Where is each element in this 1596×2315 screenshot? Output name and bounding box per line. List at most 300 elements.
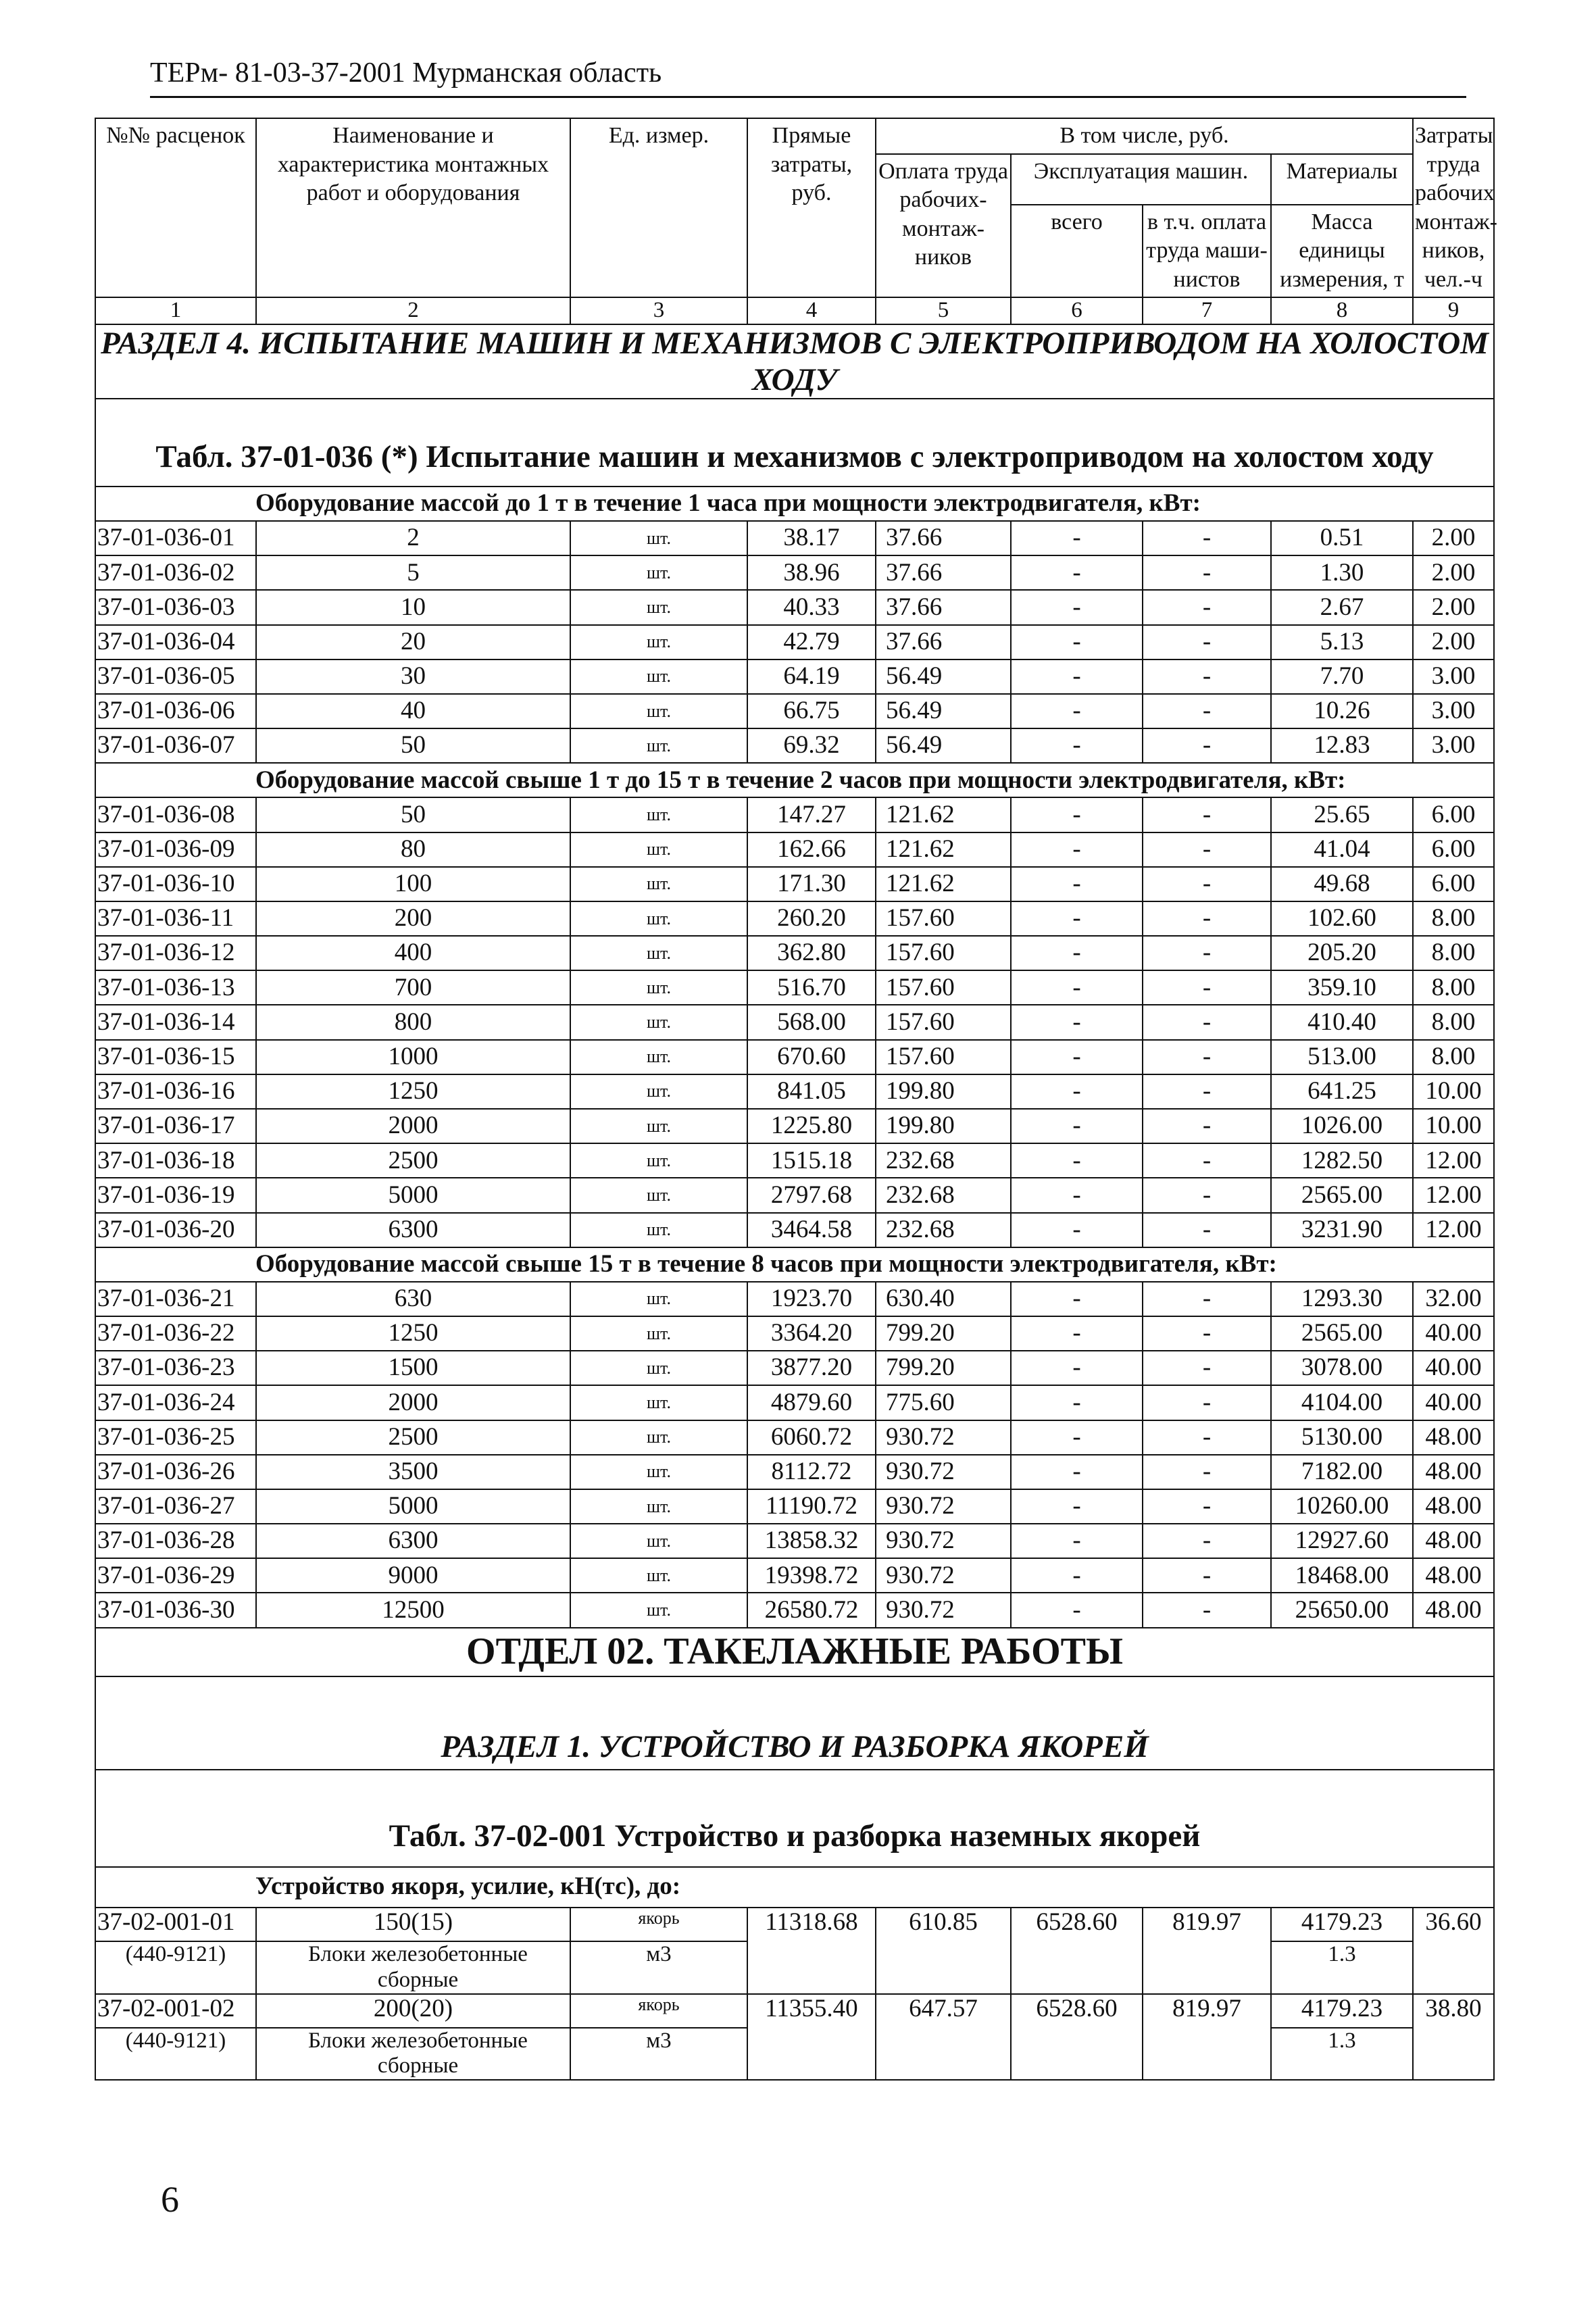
col-mach-total-header: всего xyxy=(1011,205,1143,298)
rate-direct: 69.32 xyxy=(747,728,876,763)
rate-materials: 18468.00 xyxy=(1271,1558,1413,1593)
rate-direct: 19398.72 xyxy=(747,1558,876,1593)
col-labor-header: Оплата труда рабочих-монтаж-ников xyxy=(876,154,1011,298)
rate-code: 37-02-001-01 xyxy=(95,1908,256,1941)
rate-machines: - xyxy=(1011,936,1143,970)
col-mach-labor-header: в т.ч. оплата труда маши-нистов xyxy=(1143,205,1271,298)
rate-machines-labor: - xyxy=(1143,1143,1271,1178)
table-row xyxy=(95,867,1494,901)
rate-machines-labor: - xyxy=(1143,1351,1271,1385)
rate-labor: 930.72 xyxy=(876,1524,1011,1558)
table-row xyxy=(95,659,1494,694)
col-number: 6 xyxy=(1011,297,1143,324)
rate-labor: 56.49 xyxy=(876,694,1011,728)
rate-machines: - xyxy=(1011,1385,1143,1420)
document-title: ТЕРм- 81-03-37-2001 Мурманская область xyxy=(150,57,662,89)
rate-materials: 102.60 xyxy=(1271,901,1413,936)
rate-direct: 162.66 xyxy=(747,832,876,867)
col-number: 5 xyxy=(876,297,1011,324)
rate-param: 6300 xyxy=(256,1213,570,1247)
rate-labor: 157.60 xyxy=(876,901,1011,936)
rate-unit: шт. xyxy=(570,1213,747,1247)
rate-direct: 3877.20 xyxy=(747,1351,876,1385)
rate-param: 2000 xyxy=(256,1109,570,1143)
table-row xyxy=(95,521,1494,555)
rate-machines: - xyxy=(1011,1489,1143,1524)
rate-unit: шт. xyxy=(570,1558,747,1593)
table-row xyxy=(95,901,1494,936)
rate-direct: 3364.20 xyxy=(747,1316,876,1351)
rate-materials: 513.00 xyxy=(1271,1040,1413,1074)
rate-direct: 1923.70 xyxy=(747,1282,876,1316)
rate-code: 37-01-036-16 xyxy=(95,1074,256,1109)
rate-labor: 799.20 xyxy=(876,1316,1011,1351)
rate-labor: 630.40 xyxy=(876,1282,1011,1316)
col-number: 3 xyxy=(570,297,747,324)
rate-machines-labor: - xyxy=(1143,694,1271,728)
group-heading: Устройство якоря, усилие, кН(тс), до: xyxy=(95,1867,1494,1908)
table-row xyxy=(95,728,1494,763)
rate-code: 37-01-036-05 xyxy=(95,659,256,694)
rate-machines-labor: - xyxy=(1143,1524,1271,1558)
rate-materials: 12.83 xyxy=(1271,728,1413,763)
rate-direct: 38.17 xyxy=(747,521,876,555)
rate-machines: - xyxy=(1011,590,1143,624)
rate-param: 6300 xyxy=(256,1524,570,1558)
rate-materials: 1282.50 xyxy=(1271,1143,1413,1178)
col-name-header: Наименование и характеристика монтажных работ и оборудования xyxy=(256,118,570,297)
rate-materials: 1.30 xyxy=(1271,555,1413,590)
col-number: 1 xyxy=(95,297,256,324)
rate-param: 5000 xyxy=(256,1178,570,1212)
rate-machines: - xyxy=(1011,694,1143,728)
rate-hours: 6.00 xyxy=(1413,867,1494,901)
rate-code: 37-01-036-11 xyxy=(95,901,256,936)
rate-machines: - xyxy=(1011,1593,1143,1627)
rate-hours: 8.00 xyxy=(1413,936,1494,970)
group-heading-row xyxy=(95,1247,1494,1282)
rate-labor: 37.66 xyxy=(876,521,1011,555)
page-number: 6 xyxy=(161,2179,179,2220)
rate-materials: 1293.30 xyxy=(1271,1282,1413,1316)
resource-name: Блоки железобетонные сборные xyxy=(256,2028,570,2081)
division-title: ОТДЕЛ 02. ТАКЕЛАЖНЫЕ РАБОТЫ xyxy=(95,1628,1494,1676)
rate-machines-labor: - xyxy=(1143,1558,1271,1593)
rate-direct: 64.19 xyxy=(747,659,876,694)
rate-machines: - xyxy=(1011,1005,1143,1039)
rate-unit: шт. xyxy=(570,901,747,936)
rate-labor: 37.66 xyxy=(876,590,1011,624)
rate-code: 37-01-036-09 xyxy=(95,832,256,867)
rate-hours: 48.00 xyxy=(1413,1489,1494,1524)
group-heading: Оборудование массой свыше 1 т до 15 т в течение 2 часов при мощности электродвигателя, кВт: xyxy=(95,763,1494,797)
rate-hours: 48.00 xyxy=(1413,1420,1494,1455)
rate-materials: 2565.00 xyxy=(1271,1316,1413,1351)
rate-machines: - xyxy=(1011,1109,1143,1143)
col-code-header: №№ расценок xyxy=(95,118,256,297)
rate-materials: 3078.00 xyxy=(1271,1351,1413,1385)
rate-param: 30 xyxy=(256,659,570,694)
rate-param: 2000 xyxy=(256,1385,570,1420)
rate-machines: - xyxy=(1011,1074,1143,1109)
rate-direct: 670.60 xyxy=(747,1040,876,1074)
rate-materials: 4179.23 xyxy=(1271,1908,1413,1941)
rate-param: 200(20) xyxy=(256,1994,570,2028)
rate-hours: 2.00 xyxy=(1413,590,1494,624)
rate-param: 1000 xyxy=(256,1040,570,1074)
rate-param: 150(15) xyxy=(256,1908,570,1941)
rate-machines-labor: - xyxy=(1143,1282,1271,1316)
col-unit-header: Ед. измер. xyxy=(570,118,747,297)
rate-machines: 6528.60 xyxy=(1011,1994,1143,2081)
rate-direct: 6060.72 xyxy=(747,1420,876,1455)
rate-machines: - xyxy=(1011,970,1143,1005)
rate-unit: шт. xyxy=(570,1489,747,1524)
rate-machines: - xyxy=(1011,1282,1143,1316)
rate-direct: 568.00 xyxy=(747,1005,876,1039)
table-row xyxy=(95,970,1494,1005)
rate-machines: - xyxy=(1011,901,1143,936)
rate-machines: - xyxy=(1011,1455,1143,1489)
rate-labor: 199.80 xyxy=(876,1109,1011,1143)
rate-hours: 8.00 xyxy=(1413,1005,1494,1039)
rate-labor: 930.72 xyxy=(876,1558,1011,1593)
rate-machines-labor: - xyxy=(1143,867,1271,901)
rate-machines-labor: 819.97 xyxy=(1143,1994,1271,2081)
rate-machines-labor: - xyxy=(1143,797,1271,832)
rate-direct: 40.33 xyxy=(747,590,876,624)
rate-machines: - xyxy=(1011,1558,1143,1593)
rate-direct: 516.70 xyxy=(747,970,876,1005)
rate-param: 2500 xyxy=(256,1420,570,1455)
rate-labor: 930.72 xyxy=(876,1593,1011,1627)
rate-materials: 1026.00 xyxy=(1271,1109,1413,1143)
table-row xyxy=(95,1005,1494,1039)
group-heading-row xyxy=(95,763,1494,797)
rate-hours: 48.00 xyxy=(1413,1524,1494,1558)
rate-direct: 13858.32 xyxy=(747,1524,876,1558)
rate-direct: 11318.68 xyxy=(747,1908,876,1994)
table-row xyxy=(95,1593,1494,1627)
rate-materials: 4104.00 xyxy=(1271,1385,1413,1420)
rate-machines-labor: - xyxy=(1143,1593,1271,1627)
rate-code: 37-01-036-22 xyxy=(95,1316,256,1351)
rate-code: 37-01-036-27 xyxy=(95,1489,256,1524)
rate-hours: 6.00 xyxy=(1413,797,1494,832)
rate-direct: 2797.68 xyxy=(747,1178,876,1212)
rate-unit: шт. xyxy=(570,797,747,832)
rate-param: 1250 xyxy=(256,1074,570,1109)
rate-hours: 40.00 xyxy=(1413,1385,1494,1420)
rate-machines-labor: - xyxy=(1143,936,1271,970)
rate-materials: 25.65 xyxy=(1271,797,1413,832)
rate-labor: 647.57 xyxy=(876,1994,1011,2081)
col-direct-header: Прямые затраты, руб. xyxy=(747,118,876,297)
rate-labor: 930.72 xyxy=(876,1455,1011,1489)
rate-direct: 1515.18 xyxy=(747,1143,876,1178)
rate-materials: 41.04 xyxy=(1271,832,1413,867)
rate-materials: 5130.00 xyxy=(1271,1420,1413,1455)
rate-direct: 3464.58 xyxy=(747,1213,876,1247)
rate-labor: 56.49 xyxy=(876,659,1011,694)
rate-param: 700 xyxy=(256,970,570,1005)
table-title: Табл. 37-01-036 (*) Испытание машин и механизмов с электроприводом на холостом ходу xyxy=(95,399,1494,487)
resource-code: (440-9121) xyxy=(95,1941,256,1994)
rate-materials: 7.70 xyxy=(1271,659,1413,694)
table-row xyxy=(95,1282,1494,1316)
rate-direct: 8112.72 xyxy=(747,1455,876,1489)
rate-code: 37-01-036-29 xyxy=(95,1558,256,1593)
rate-unit: шт. xyxy=(570,659,747,694)
rate-labor: 37.66 xyxy=(876,625,1011,659)
col-number: 8 xyxy=(1271,297,1413,324)
table-row xyxy=(95,590,1494,624)
resource-qty: 1.3 xyxy=(1271,2028,1413,2081)
rate-machines: 6528.60 xyxy=(1011,1908,1143,1994)
rate-param: 1500 xyxy=(256,1351,570,1385)
rate-unit: шт. xyxy=(570,1143,747,1178)
rate-direct: 4879.60 xyxy=(747,1385,876,1420)
rate-hours: 48.00 xyxy=(1413,1593,1494,1627)
rate-param: 50 xyxy=(256,797,570,832)
rate-direct: 11190.72 xyxy=(747,1489,876,1524)
rate-param: 3500 xyxy=(256,1455,570,1489)
rate-unit: шт. xyxy=(570,1178,747,1212)
table-row xyxy=(95,1316,1494,1351)
rate-code: 37-01-036-06 xyxy=(95,694,256,728)
table-row xyxy=(95,1178,1494,1212)
rate-param: 400 xyxy=(256,936,570,970)
rate-machines-labor: - xyxy=(1143,1074,1271,1109)
rate-machines: - xyxy=(1011,1040,1143,1074)
rate-hours: 38.80 xyxy=(1413,1994,1494,2081)
rate-direct: 362.80 xyxy=(747,936,876,970)
table-row xyxy=(95,1489,1494,1524)
rate-machines-labor: - xyxy=(1143,555,1271,590)
rate-param: 630 xyxy=(256,1282,570,1316)
col-number: 9 xyxy=(1413,297,1494,324)
group-heading-row xyxy=(95,1867,1494,1908)
rate-hours: 3.00 xyxy=(1413,728,1494,763)
table-row xyxy=(95,1143,1494,1178)
rate-unit: шт. xyxy=(570,1316,747,1351)
rate-code: 37-01-036-17 xyxy=(95,1109,256,1143)
rate-labor: 775.60 xyxy=(876,1385,1011,1420)
rate-labor: 121.62 xyxy=(876,832,1011,867)
rate-machines: - xyxy=(1011,1143,1143,1178)
rate-machines-labor: - xyxy=(1143,1213,1271,1247)
rate-labor: 37.66 xyxy=(876,555,1011,590)
rate-param: 50 xyxy=(256,728,570,763)
rate-machines-labor: - xyxy=(1143,1385,1271,1420)
rate-machines: - xyxy=(1011,521,1143,555)
rate-unit: шт. xyxy=(570,1005,747,1039)
rate-code: 37-01-036-14 xyxy=(95,1005,256,1039)
rate-param: 10 xyxy=(256,590,570,624)
rate-unit: шт. xyxy=(570,1040,747,1074)
rate-code: 37-01-036-12 xyxy=(95,936,256,970)
table-row xyxy=(95,625,1494,659)
rate-materials: 3231.90 xyxy=(1271,1213,1413,1247)
rate-unit: шт. xyxy=(570,1109,747,1143)
group-heading: Оборудование массой до 1 т в течение 1 часа при мощности электродвигателя, кВт: xyxy=(95,487,1494,521)
rate-hours: 2.00 xyxy=(1413,521,1494,555)
rate-unit: шт. xyxy=(570,1351,747,1385)
rate-materials: 641.25 xyxy=(1271,1074,1413,1109)
title-underline xyxy=(150,96,1466,98)
rate-machines: - xyxy=(1011,1213,1143,1247)
col-group-header: В том числе, руб. xyxy=(876,118,1413,154)
rate-hours: 48.00 xyxy=(1413,1558,1494,1593)
rate-materials: 205.20 xyxy=(1271,936,1413,970)
rate-direct: 66.75 xyxy=(747,694,876,728)
rate-code: 37-01-036-15 xyxy=(95,1040,256,1074)
table-row xyxy=(95,1558,1494,1593)
rate-labor: 157.60 xyxy=(876,1005,1011,1039)
rate-direct: 38.96 xyxy=(747,555,876,590)
rate-unit: якорь xyxy=(570,1908,747,1941)
rate-materials: 25650.00 xyxy=(1271,1593,1413,1627)
rate-unit: шт. xyxy=(570,521,747,555)
rate-labor: 610.85 xyxy=(876,1908,1011,1994)
section-title: РАЗДЕЛ 1. УСТРОЙСТВО И РАЗБОРКА ЯКОРЕЙ xyxy=(95,1676,1494,1770)
rate-labor: 232.68 xyxy=(876,1213,1011,1247)
rate-machines: - xyxy=(1011,625,1143,659)
rate-param: 80 xyxy=(256,832,570,867)
rate-param: 2 xyxy=(256,521,570,555)
rate-machines-labor: - xyxy=(1143,1489,1271,1524)
rate-hours: 2.00 xyxy=(1413,555,1494,590)
rate-materials: 12927.60 xyxy=(1271,1524,1413,1558)
rate-param: 5000 xyxy=(256,1489,570,1524)
rate-machines-labor: - xyxy=(1143,659,1271,694)
rate-unit: шт. xyxy=(570,1282,747,1316)
rate-machines: - xyxy=(1011,797,1143,832)
rate-materials: 2565.00 xyxy=(1271,1178,1413,1212)
rate-code: 37-02-001-02 xyxy=(95,1994,256,2028)
rate-labor: 930.72 xyxy=(876,1489,1011,1524)
rate-hours: 12.00 xyxy=(1413,1213,1494,1247)
rate-labor: 121.62 xyxy=(876,867,1011,901)
rate-materials: 359.10 xyxy=(1271,970,1413,1005)
rate-unit: шт. xyxy=(570,1524,747,1558)
rate-direct: 26580.72 xyxy=(747,1593,876,1627)
resource-code: (440-9121) xyxy=(95,2028,256,2081)
rate-machines-labor: - xyxy=(1143,832,1271,867)
rate-hours: 12.00 xyxy=(1413,1178,1494,1212)
rate-unit: шт. xyxy=(570,1593,747,1627)
rate-direct: 171.30 xyxy=(747,867,876,901)
rate-code: 37-01-036-08 xyxy=(95,797,256,832)
rate-code: 37-01-036-01 xyxy=(95,521,256,555)
rate-hours: 3.00 xyxy=(1413,694,1494,728)
rate-hours: 8.00 xyxy=(1413,1040,1494,1074)
rate-hours: 40.00 xyxy=(1413,1351,1494,1385)
rate-code: 37-01-036-20 xyxy=(95,1213,256,1247)
rate-param: 12500 xyxy=(256,1593,570,1627)
rate-labor: 799.20 xyxy=(876,1351,1011,1385)
table-row xyxy=(95,1420,1494,1455)
rate-unit: якорь xyxy=(570,1994,747,2028)
rate-labor: 56.49 xyxy=(876,728,1011,763)
col-number: 2 xyxy=(256,297,570,324)
resource-name: Блоки железобетонные сборные xyxy=(256,1941,570,1994)
rate-machines-labor: - xyxy=(1143,1040,1271,1074)
resource-unit: м3 xyxy=(570,2028,747,2081)
rate-materials: 0.51 xyxy=(1271,521,1413,555)
table-row xyxy=(95,1908,1494,1941)
group-heading: Оборудование массой свыше 15 т в течение 8 часов при мощности электродвигателя, кВт: xyxy=(95,1247,1494,1282)
rate-direct: 42.79 xyxy=(747,625,876,659)
rate-materials: 10260.00 xyxy=(1271,1489,1413,1524)
rate-machines-labor: 819.97 xyxy=(1143,1908,1271,1994)
rate-labor: 232.68 xyxy=(876,1143,1011,1178)
table-row xyxy=(95,1109,1494,1143)
col-mass-header: Масса единицы измерения, т xyxy=(1271,205,1413,298)
rate-hours: 3.00 xyxy=(1413,659,1494,694)
rate-materials: 2.67 xyxy=(1271,590,1413,624)
col-number: 7 xyxy=(1143,297,1271,324)
rate-unit: шт. xyxy=(570,867,747,901)
rate-hours: 12.00 xyxy=(1413,1143,1494,1178)
rate-materials: 10.26 xyxy=(1271,694,1413,728)
rate-hours: 10.00 xyxy=(1413,1074,1494,1109)
col-machines-header: Эксплуатация машин. xyxy=(1011,154,1271,205)
table-title: Табл. 37-02-001 Устройство и разборка наземных якорей xyxy=(95,1770,1494,1867)
table-row xyxy=(95,1994,1494,2028)
rate-code: 37-01-036-30 xyxy=(95,1593,256,1627)
rate-labor: 232.68 xyxy=(876,1178,1011,1212)
rate-param: 20 xyxy=(256,625,570,659)
rate-machines-labor: - xyxy=(1143,1005,1271,1039)
rates-table xyxy=(95,118,1495,2081)
rate-labor: 157.60 xyxy=(876,1040,1011,1074)
rate-hours: 10.00 xyxy=(1413,1109,1494,1143)
table-row xyxy=(95,832,1494,867)
rate-machines: - xyxy=(1011,728,1143,763)
rate-code: 37-01-036-03 xyxy=(95,590,256,624)
rate-unit: шт. xyxy=(570,970,747,1005)
rate-hours: 6.00 xyxy=(1413,832,1494,867)
rate-machines: - xyxy=(1011,867,1143,901)
rate-param: 200 xyxy=(256,901,570,936)
rate-machines-labor: - xyxy=(1143,970,1271,1005)
rate-param: 9000 xyxy=(256,1558,570,1593)
rate-code: 37-01-036-04 xyxy=(95,625,256,659)
rate-machines-labor: - xyxy=(1143,1109,1271,1143)
table-row xyxy=(95,1074,1494,1109)
table-row xyxy=(95,1524,1494,1558)
section-title: РАЗДЕЛ 4. ИСПЫТАНИЕ МАШИН И МЕХАНИЗМОВ С ЭЛЕКТРОПРИВОДОМ НА ХОЛОСТОМ ХОДУ xyxy=(95,324,1494,399)
rate-labor: 157.60 xyxy=(876,936,1011,970)
rate-labor: 930.72 xyxy=(876,1420,1011,1455)
rate-unit: шт. xyxy=(570,694,747,728)
rate-direct: 260.20 xyxy=(747,901,876,936)
table-row xyxy=(95,1213,1494,1247)
rate-labor: 121.62 xyxy=(876,797,1011,832)
rate-unit: шт. xyxy=(570,1455,747,1489)
rate-labor: 157.60 xyxy=(876,970,1011,1005)
rate-direct: 147.27 xyxy=(747,797,876,832)
rate-machines: - xyxy=(1011,1420,1143,1455)
table-row xyxy=(95,1455,1494,1489)
group-heading-row xyxy=(95,487,1494,521)
table-row xyxy=(95,936,1494,970)
rate-machines: - xyxy=(1011,1524,1143,1558)
col-materials-header: Материалы xyxy=(1271,154,1413,205)
rate-labor: 199.80 xyxy=(876,1074,1011,1109)
col-hours-header: Затраты труда рабочих монтаж-ников, чел.-ч xyxy=(1413,118,1494,297)
